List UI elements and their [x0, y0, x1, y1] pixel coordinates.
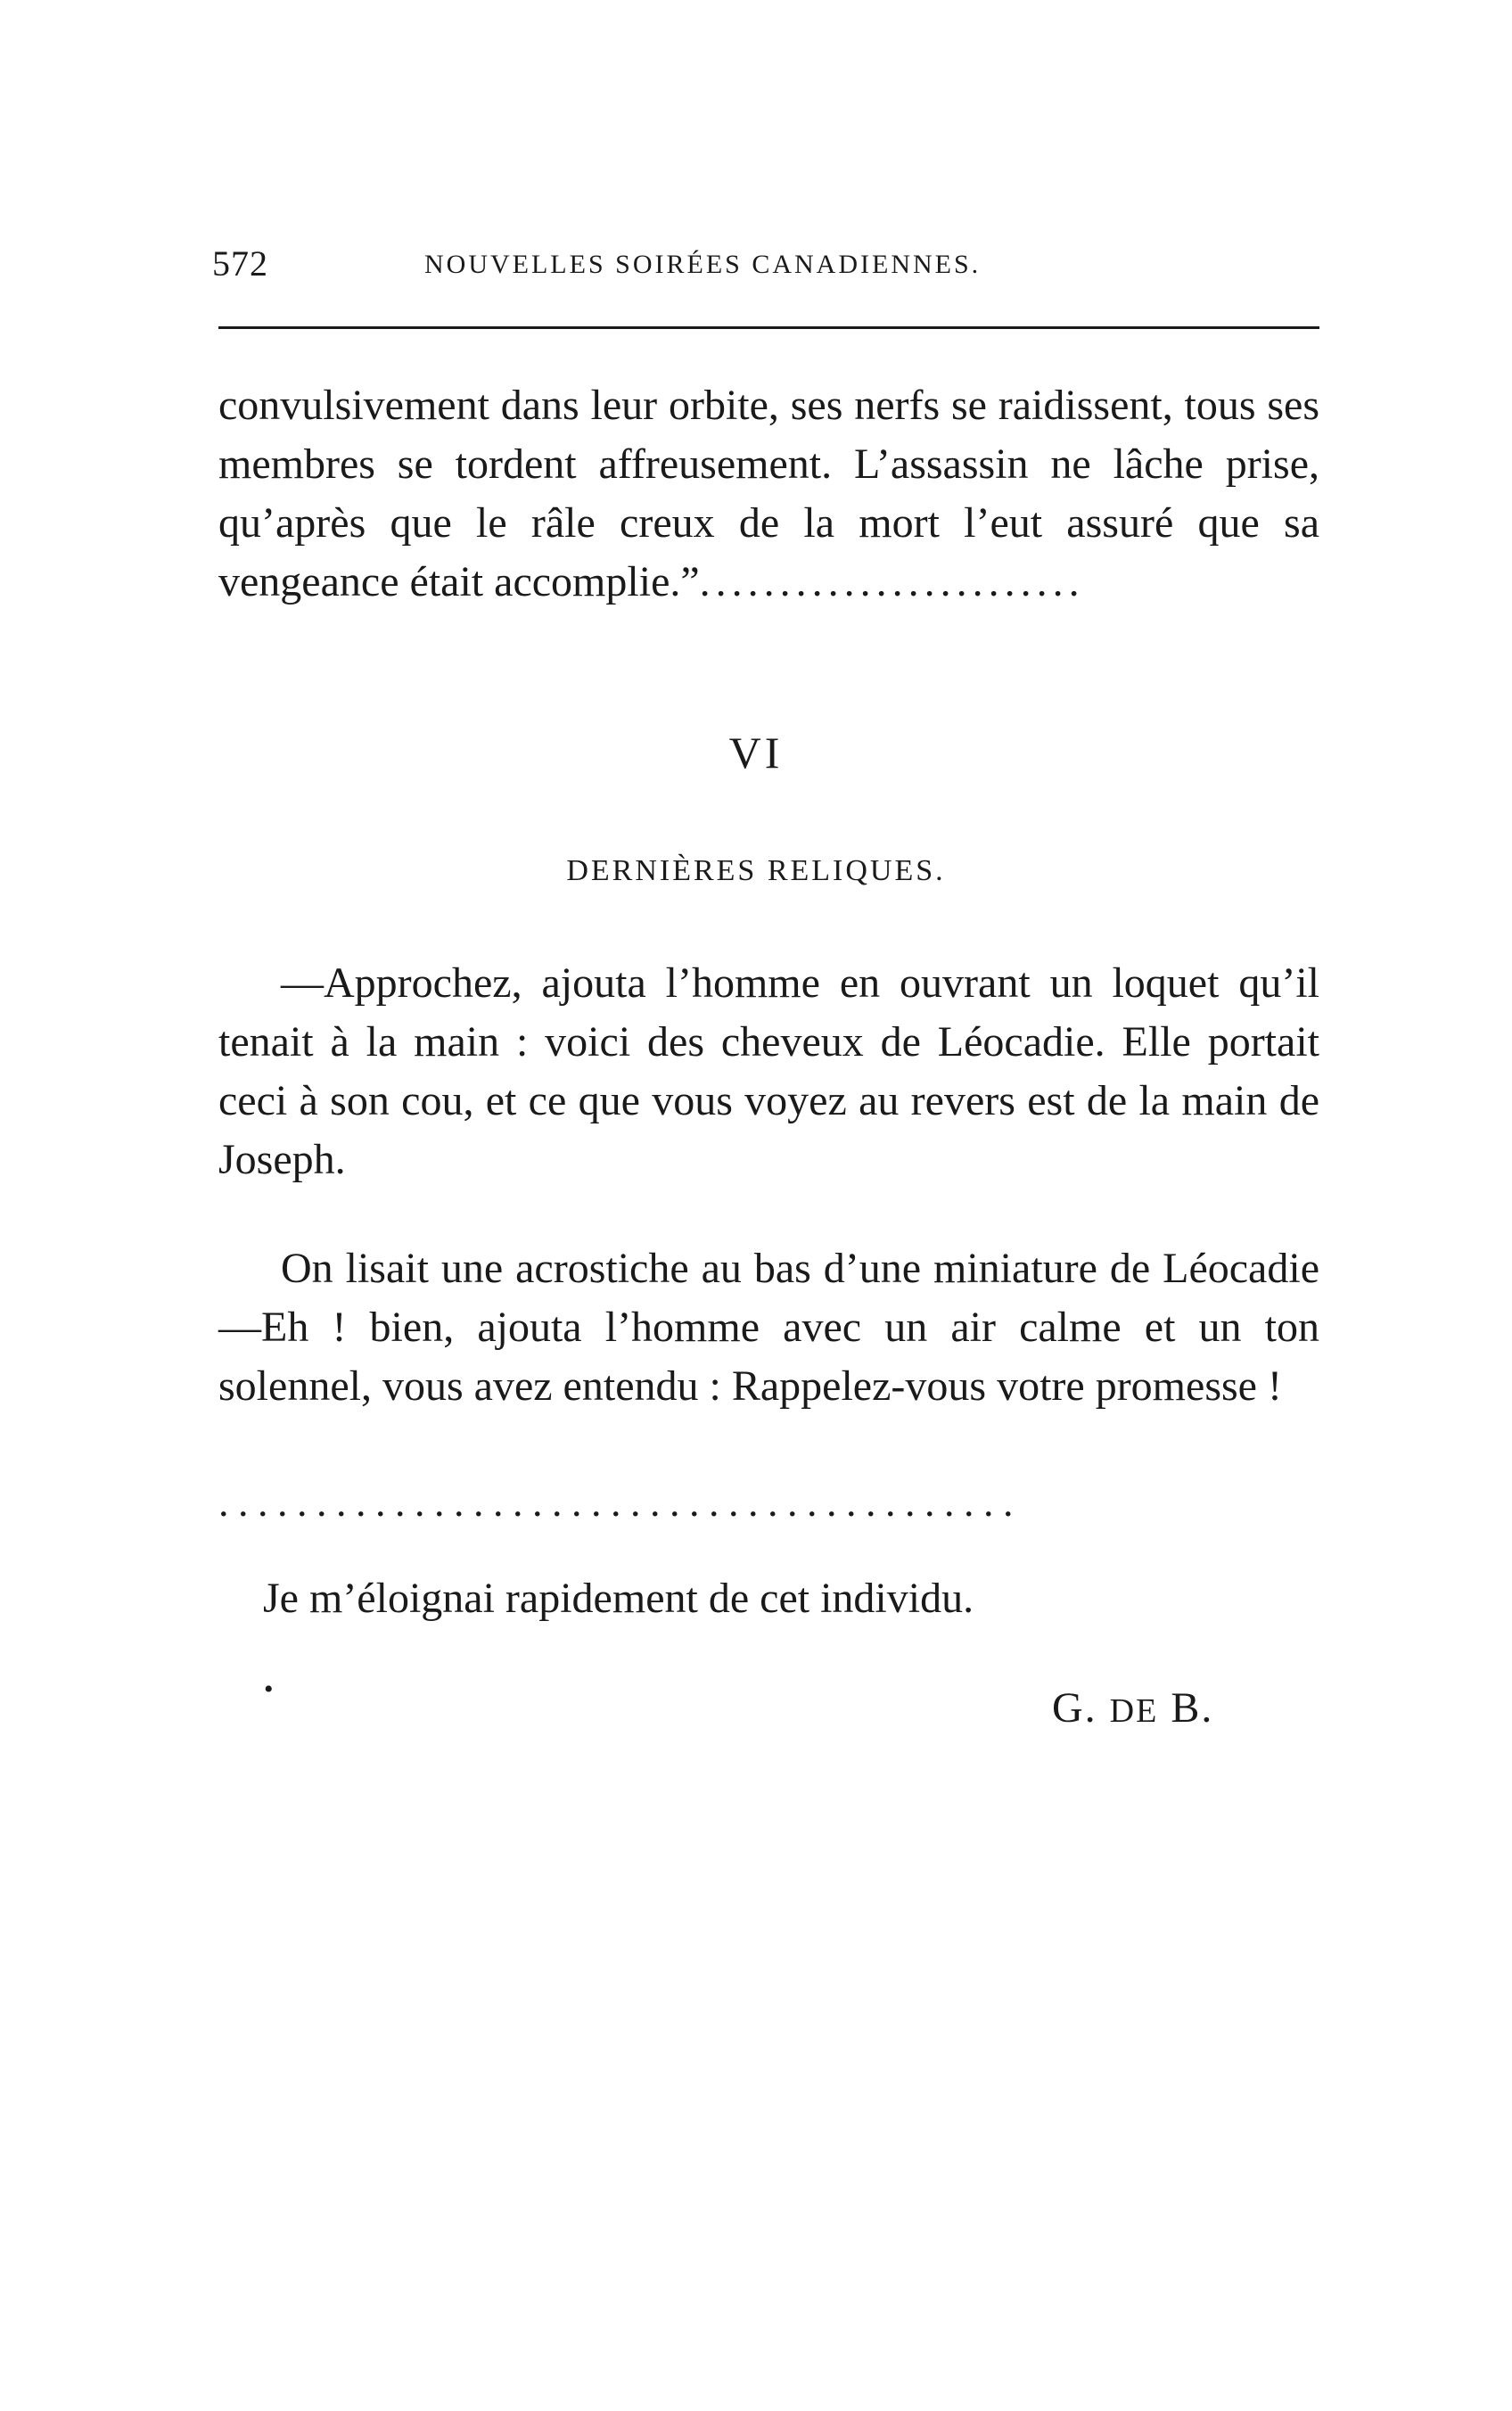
author-signature	[1052, 1683, 1213, 1732]
paragraph-text: convulsivement dans leur orbite, ses nerfs se raidissent, tous ses membres se tordent affreusement. L’assassin ne lâche prise, qu’après que le râle creux de la mort l’eut assuré que sa vengeance était accomplie.”	[218, 382, 1319, 605]
paragraph-closing: Je m’éloignai rapidement de cet individu.	[263, 1575, 974, 1622]
signature-initial-last: B.	[1171, 1684, 1214, 1732]
margin-mark: •	[264, 1675, 274, 1704]
page-number: 572	[212, 243, 268, 284]
leader-dots: ........................	[699, 558, 1085, 605]
section-number: VI	[728, 728, 784, 778]
paragraph-acrostiche: On lisait une acrostiche au bas d’une miniature de Léocadie—Eh ! bien, ajouta l’homme avec un air calme et un ton solennel, vous avez entendu : Rappelez-vous votre promesse !	[218, 1245, 1319, 1410]
header-rule	[218, 326, 1319, 329]
paragraph-approchez: —Approchez, ajouta l’homme en ouvrant un loquet qu’il tenait à la main : voici des cheveux de Léocadie. Elle portait ceci à son cou, et ce que vous voyez au revers est de la main de Joseph.	[218, 959, 1319, 1183]
signature-initial-first: G.	[1052, 1684, 1097, 1732]
paragraph-continuation	[218, 376, 1319, 612]
running-head	[212, 243, 1318, 296]
running-title: NOUVELLES SOIRÉES CANADIENNES.	[424, 250, 982, 279]
section-title: DERNIÈRES RELIQUES.	[566, 854, 946, 887]
ellipsis-divider: .........................................	[218, 1479, 1023, 1525]
signature-particle: DE	[1109, 1692, 1159, 1730]
